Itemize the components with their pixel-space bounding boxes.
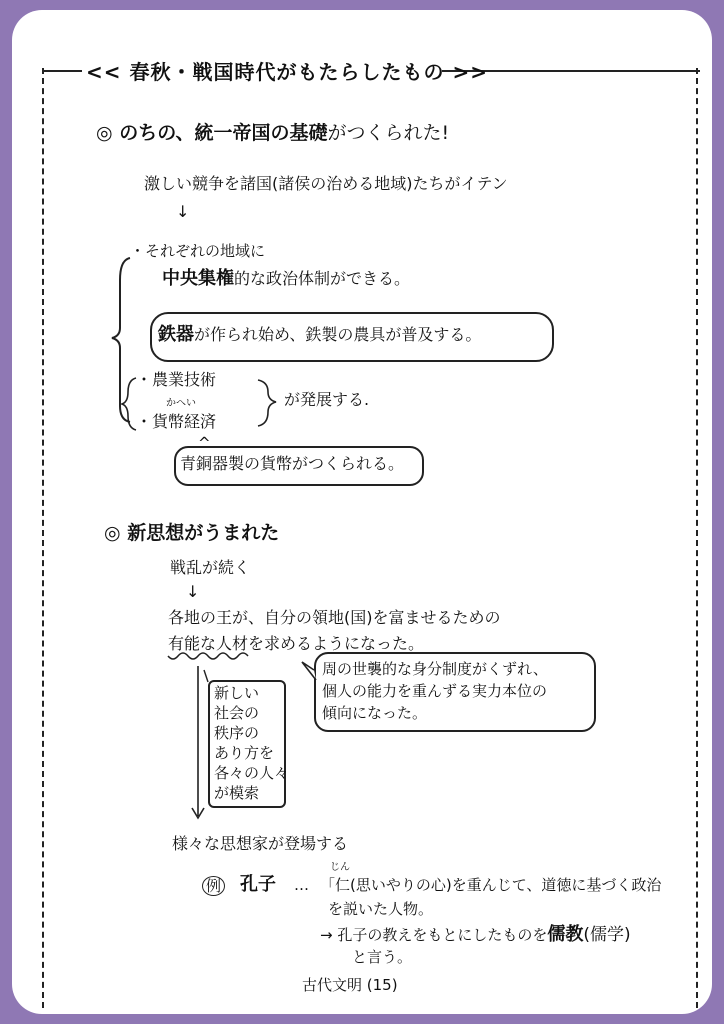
section1-heading-b2: 基礎 bbox=[289, 122, 328, 144]
hand-drawn-lines bbox=[12, 10, 712, 1014]
note-bubble-tail bbox=[302, 662, 316, 680]
section2-line2: 有能な人材を求めるようになった。 bbox=[168, 634, 425, 653]
section2-bullet-icon: ◎ bbox=[104, 522, 121, 544]
note-line-3: 傾向になった。 bbox=[322, 704, 428, 722]
down-arrow-icon-2: ↓ bbox=[186, 582, 200, 601]
vbox-line-3: 秩序の bbox=[214, 724, 260, 742]
desc3-pre: → 孔子の教えをもとにしたものを bbox=[320, 926, 548, 944]
bronze-coin-text: 青銅器製の貨幣がつくられる。 bbox=[180, 454, 405, 473]
section1-heading-b1: 統一帝国 bbox=[194, 122, 271, 144]
item3-currency: ・貨幣経済 bbox=[136, 412, 217, 431]
develop-text: が発展する. bbox=[284, 390, 370, 409]
section1-bullet-icon: ◎ bbox=[96, 122, 113, 144]
section1-heading-post: がつくられた! bbox=[327, 122, 450, 144]
vbox-line-6: が模索 bbox=[214, 784, 260, 802]
section1-intro: 激しい競争を諸国(諸侯の治める地域)たちがイテン bbox=[144, 174, 508, 193]
connector-mark bbox=[204, 670, 208, 682]
note-line-2: 個人の能力を重んずる実力本位の bbox=[322, 682, 548, 700]
iron-rest: が作られ始め、鉄製の農具が普及する。 bbox=[194, 325, 482, 344]
war-continues: 戦乱が続く bbox=[170, 558, 251, 577]
ruby-kahei: かへい bbox=[166, 398, 196, 409]
vbox-line-4: あり方を bbox=[214, 744, 275, 762]
item2-agriculture: ・農業技術 bbox=[136, 370, 217, 389]
confucius-name: 孔子 bbox=[240, 874, 276, 895]
desc3-bold: 儒教 bbox=[547, 924, 584, 945]
page-title: << 春秋・戦国時代がもたらしたもの >> bbox=[86, 60, 488, 84]
small-bracket-left bbox=[122, 378, 136, 430]
confucius-desc-2: を説いた人物。 bbox=[328, 900, 434, 918]
down-arrow-icon: ↓ bbox=[176, 202, 190, 221]
section1-heading-mid: の bbox=[270, 122, 290, 144]
desc3-paren: (儒学) bbox=[583, 925, 631, 945]
item1-line1: ・それぞれの地域に bbox=[130, 242, 266, 260]
ruby-jin: じん bbox=[330, 862, 350, 873]
iron-bold: 鉄器 bbox=[158, 324, 194, 345]
wavy-underline bbox=[168, 653, 248, 659]
section1-heading-pre: のちの、 bbox=[119, 122, 195, 144]
notebook-page bbox=[12, 10, 712, 1014]
example-label: 例 bbox=[202, 876, 225, 896]
section2-line1: 各地の王が、自分の領地(国)を富ませるための bbox=[168, 608, 501, 627]
right-brace bbox=[258, 380, 276, 426]
vbox-line-5: 各々の人々 bbox=[214, 764, 290, 782]
section2-heading-text: 新思想がうまれた bbox=[127, 522, 280, 544]
down-arrow-long-icon bbox=[192, 666, 204, 818]
item1-bold: 中央集権 bbox=[162, 268, 234, 289]
dots: … bbox=[294, 876, 309, 894]
vbox-line-2: 社会の bbox=[214, 704, 260, 722]
note-line-1: 周の世襲的な身分制度がくずれ、 bbox=[322, 660, 548, 678]
confucius-desc-4: と言う。 bbox=[352, 948, 413, 966]
page-footer: 古代文明 (15) bbox=[302, 976, 398, 994]
confucius-desc-1: 「仁(思いやりの心)を重んじて、道徳に基づく政治 bbox=[320, 876, 662, 894]
caret-mark: ^ bbox=[198, 434, 211, 452]
thinkers-appear: 様々な思想家が登場する bbox=[172, 834, 349, 853]
vbox-line-1: 新しい bbox=[214, 684, 260, 702]
item1-rest: 的な政治体制ができる。 bbox=[234, 269, 411, 288]
